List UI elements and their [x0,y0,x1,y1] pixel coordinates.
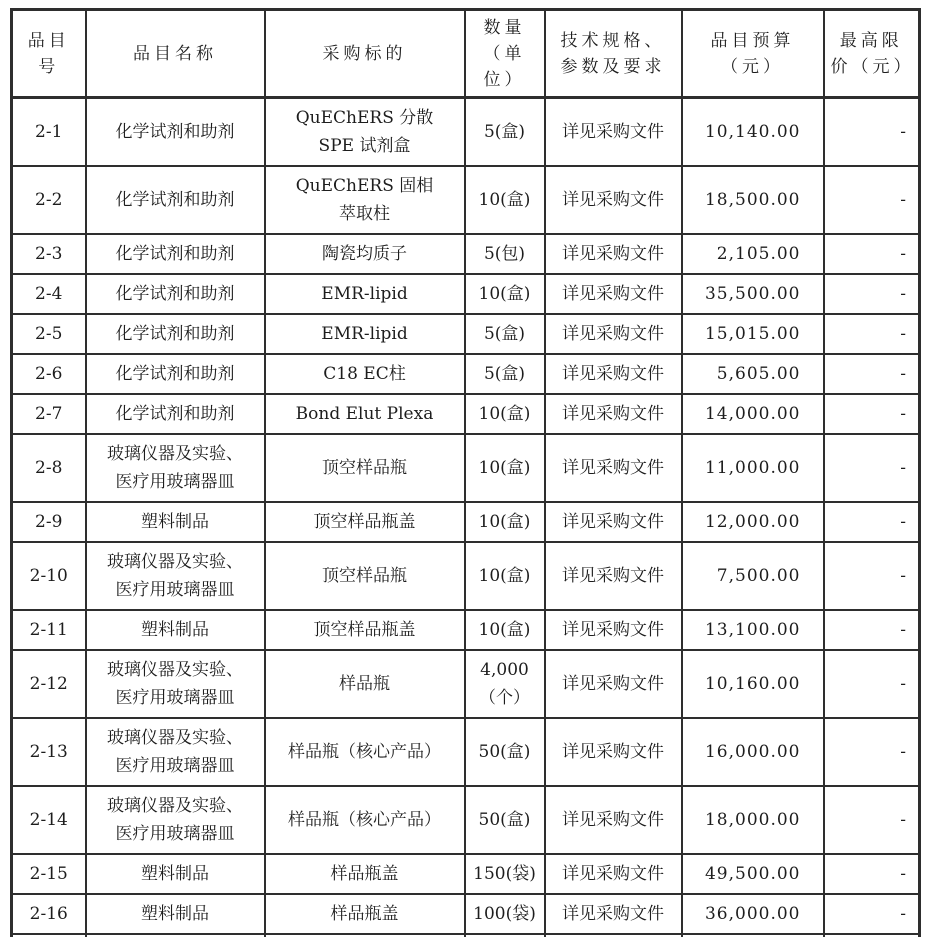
cell-item-name: 玻璃仪器及实验、医疗用玻璃器皿 [86,542,265,610]
cell-quantity: 10(盒) [465,274,545,314]
cell-item-no: 2-14 [12,786,86,854]
header-max-price: 最高限价（元） [824,10,920,98]
cell-quantity: 50(盒) [465,786,545,854]
cell-budget: 11,000.00 [682,434,824,502]
header-quantity: 数量（单位） [465,10,545,98]
cell-spec: 详见采购文件 [545,234,682,274]
cell-max-price: - [824,98,920,167]
cell-procurement-target: 顶空样品瓶 [265,434,465,502]
cell-procurement-target: QuEChERS 固相萃取柱 [265,166,465,234]
header-target: 采购标的 [265,10,465,98]
cell-procurement-target: 陶瓷均质子 [265,234,465,274]
procurement-items-table [10,8,921,937]
cell-item-name: 化学试剂和助剂 [86,98,265,167]
cell-procurement-target: QuEChERS 分散 SPE 试剂盒 [265,98,465,167]
table-row [12,434,920,502]
cell-budget: 49,500.00 [682,854,824,894]
cell-item-name: 玻璃仪器及实验、医疗用玻璃器皿 [86,434,265,502]
cell-procurement-target: EMR-lipid [265,314,465,354]
cell-spec: 详见采购文件 [545,166,682,234]
cell-procurement-target: 样品瓶盖 [265,894,465,934]
cell-budget: 7,500.00 [682,542,824,610]
cell-item-name: 塑料制品 [86,502,265,542]
cell-quantity: 10(盒) [465,434,545,502]
cell-spec: 详见采购文件 [545,502,682,542]
cell-budget: 2,105.00 [682,234,824,274]
cell-budget: 15,015.00 [682,314,824,354]
cell-quantity: 10(盒) [465,166,545,234]
cell-quantity: 5(盒) [465,354,545,394]
cell-item-no: 2-2 [12,166,86,234]
cell-spec: 详见采购文件 [545,314,682,354]
cell-quantity: 100(袋) [465,894,545,934]
cell-spec: 详见采购文件 [545,98,682,167]
table-row [12,166,920,234]
header-row [12,10,920,98]
cell-item-name: 塑料制品 [86,854,265,894]
table-row [12,786,920,854]
cell-item-no: 2-1 [12,98,86,167]
cell-item-no: 2-11 [12,610,86,650]
cell-item-name: 塑料制品 [86,610,265,650]
cell-spec: 详见采购文件 [545,894,682,934]
table-row [12,274,920,314]
cell-budget: 18,000.00 [682,786,824,854]
table-body [12,98,920,935]
cell-quantity: 5(盒) [465,98,545,167]
table-row [12,542,920,610]
cell-budget: 10,140.00 [682,98,824,167]
cell-budget: 14,000.00 [682,394,824,434]
cell-budget: 18,500.00 [682,166,824,234]
cell-item-name: 玻璃仪器及实验、医疗用玻璃器皿 [86,718,265,786]
cell-procurement-target: Bond Elut Plexa [265,394,465,434]
cell-quantity: 10(盒) [465,394,545,434]
header-budget: 品目预算（元） [682,10,824,98]
cell-procurement-target: 样品瓶盖 [265,854,465,894]
cell-max-price: - [824,166,920,234]
cell-spec: 详见采购文件 [545,274,682,314]
cell-item-name: 化学试剂和助剂 [86,274,265,314]
cell-quantity: 4,000（个） [465,650,545,718]
cell-procurement-target: 样品瓶（核心产品） [265,718,465,786]
cell-max-price: - [824,894,920,934]
cell-item-no: 2-7 [12,394,86,434]
header-spec: 技术规格、参数及要求 [545,10,682,98]
cell-budget: 16,000.00 [682,718,824,786]
table-row [12,98,920,167]
cell-item-name: 化学试剂和助剂 [86,234,265,274]
cell-spec: 详见采购文件 [545,718,682,786]
cell-quantity: 150(袋) [465,854,545,894]
cell-budget: 5,605.00 [682,354,824,394]
cell-procurement-target: 样品瓶（核心产品） [265,786,465,854]
cell-quantity: 10(盒) [465,610,545,650]
table-row [12,234,920,274]
cell-procurement-target: 顶空样品瓶盖 [265,610,465,650]
cell-item-no: 2-5 [12,314,86,354]
cell-quantity: 5(包) [465,234,545,274]
cell-item-no: 2-13 [12,718,86,786]
cell-spec: 详见采购文件 [545,434,682,502]
cell-item-no: 2-10 [12,542,86,610]
cell-max-price: - [824,650,920,718]
header-item-name: 品目名称 [86,10,265,98]
cell-max-price: - [824,314,920,354]
cell-max-price: - [824,354,920,394]
table-row [12,502,920,542]
table-row [12,610,920,650]
cell-quantity: 50(盒) [465,718,545,786]
cell-item-no: 2-3 [12,234,86,274]
cell-spec: 详见采购文件 [545,394,682,434]
table-row [12,650,920,718]
table-row [12,718,920,786]
cell-max-price: - [824,394,920,434]
cell-budget: 13,100.00 [682,610,824,650]
cell-item-no: 2-4 [12,274,86,314]
cell-procurement-target: EMR-lipid [265,274,465,314]
cell-item-name: 化学试剂和助剂 [86,314,265,354]
table-row [12,894,920,934]
cell-budget: 10,160.00 [682,650,824,718]
cell-max-price: - [824,274,920,314]
cell-spec: 详见采购文件 [545,610,682,650]
table-row [12,314,920,354]
cell-spec: 详见采购文件 [545,854,682,894]
cell-item-no: 2-15 [12,854,86,894]
cell-max-price: - [824,854,920,894]
cell-max-price: - [824,502,920,542]
cell-item-name: 化学试剂和助剂 [86,394,265,434]
cell-item-name: 化学试剂和助剂 [86,354,265,394]
table-row [12,354,920,394]
cell-item-no: 2-12 [12,650,86,718]
cell-max-price: - [824,542,920,610]
cell-spec: 详见采购文件 [545,650,682,718]
cell-max-price: - [824,786,920,854]
cell-quantity: 10(盒) [465,502,545,542]
cell-spec: 详见采购文件 [545,786,682,854]
table-row [12,854,920,894]
cell-budget: 12,000.00 [682,502,824,542]
header-item-no: 品目号 [12,10,86,98]
cell-max-price: - [824,234,920,274]
cell-item-no: 2-6 [12,354,86,394]
cell-item-name: 玻璃仪器及实验、医疗用玻璃器皿 [86,786,265,854]
cell-item-no: 2-16 [12,894,86,934]
cell-item-name: 塑料制品 [86,894,265,934]
cell-max-price: - [824,610,920,650]
cell-max-price: - [824,718,920,786]
cell-item-name: 化学试剂和助剂 [86,166,265,234]
cell-procurement-target: 顶空样品瓶盖 [265,502,465,542]
table-row [12,394,920,434]
cell-procurement-target: 样品瓶 [265,650,465,718]
cell-spec: 详见采购文件 [545,354,682,394]
cell-item-no: 2-9 [12,502,86,542]
cell-item-name: 玻璃仪器及实验、医疗用玻璃器皿 [86,650,265,718]
cell-procurement-target: C18 EC柱 [265,354,465,394]
cell-quantity: 10(盒) [465,542,545,610]
cell-spec: 详见采购文件 [545,542,682,610]
cell-item-no: 2-8 [12,434,86,502]
cell-procurement-target: 顶空样品瓶 [265,542,465,610]
cell-max-price: - [824,434,920,502]
cell-quantity: 5(盒) [465,314,545,354]
cell-budget: 36,000.00 [682,894,824,934]
cell-budget: 35,500.00 [682,274,824,314]
